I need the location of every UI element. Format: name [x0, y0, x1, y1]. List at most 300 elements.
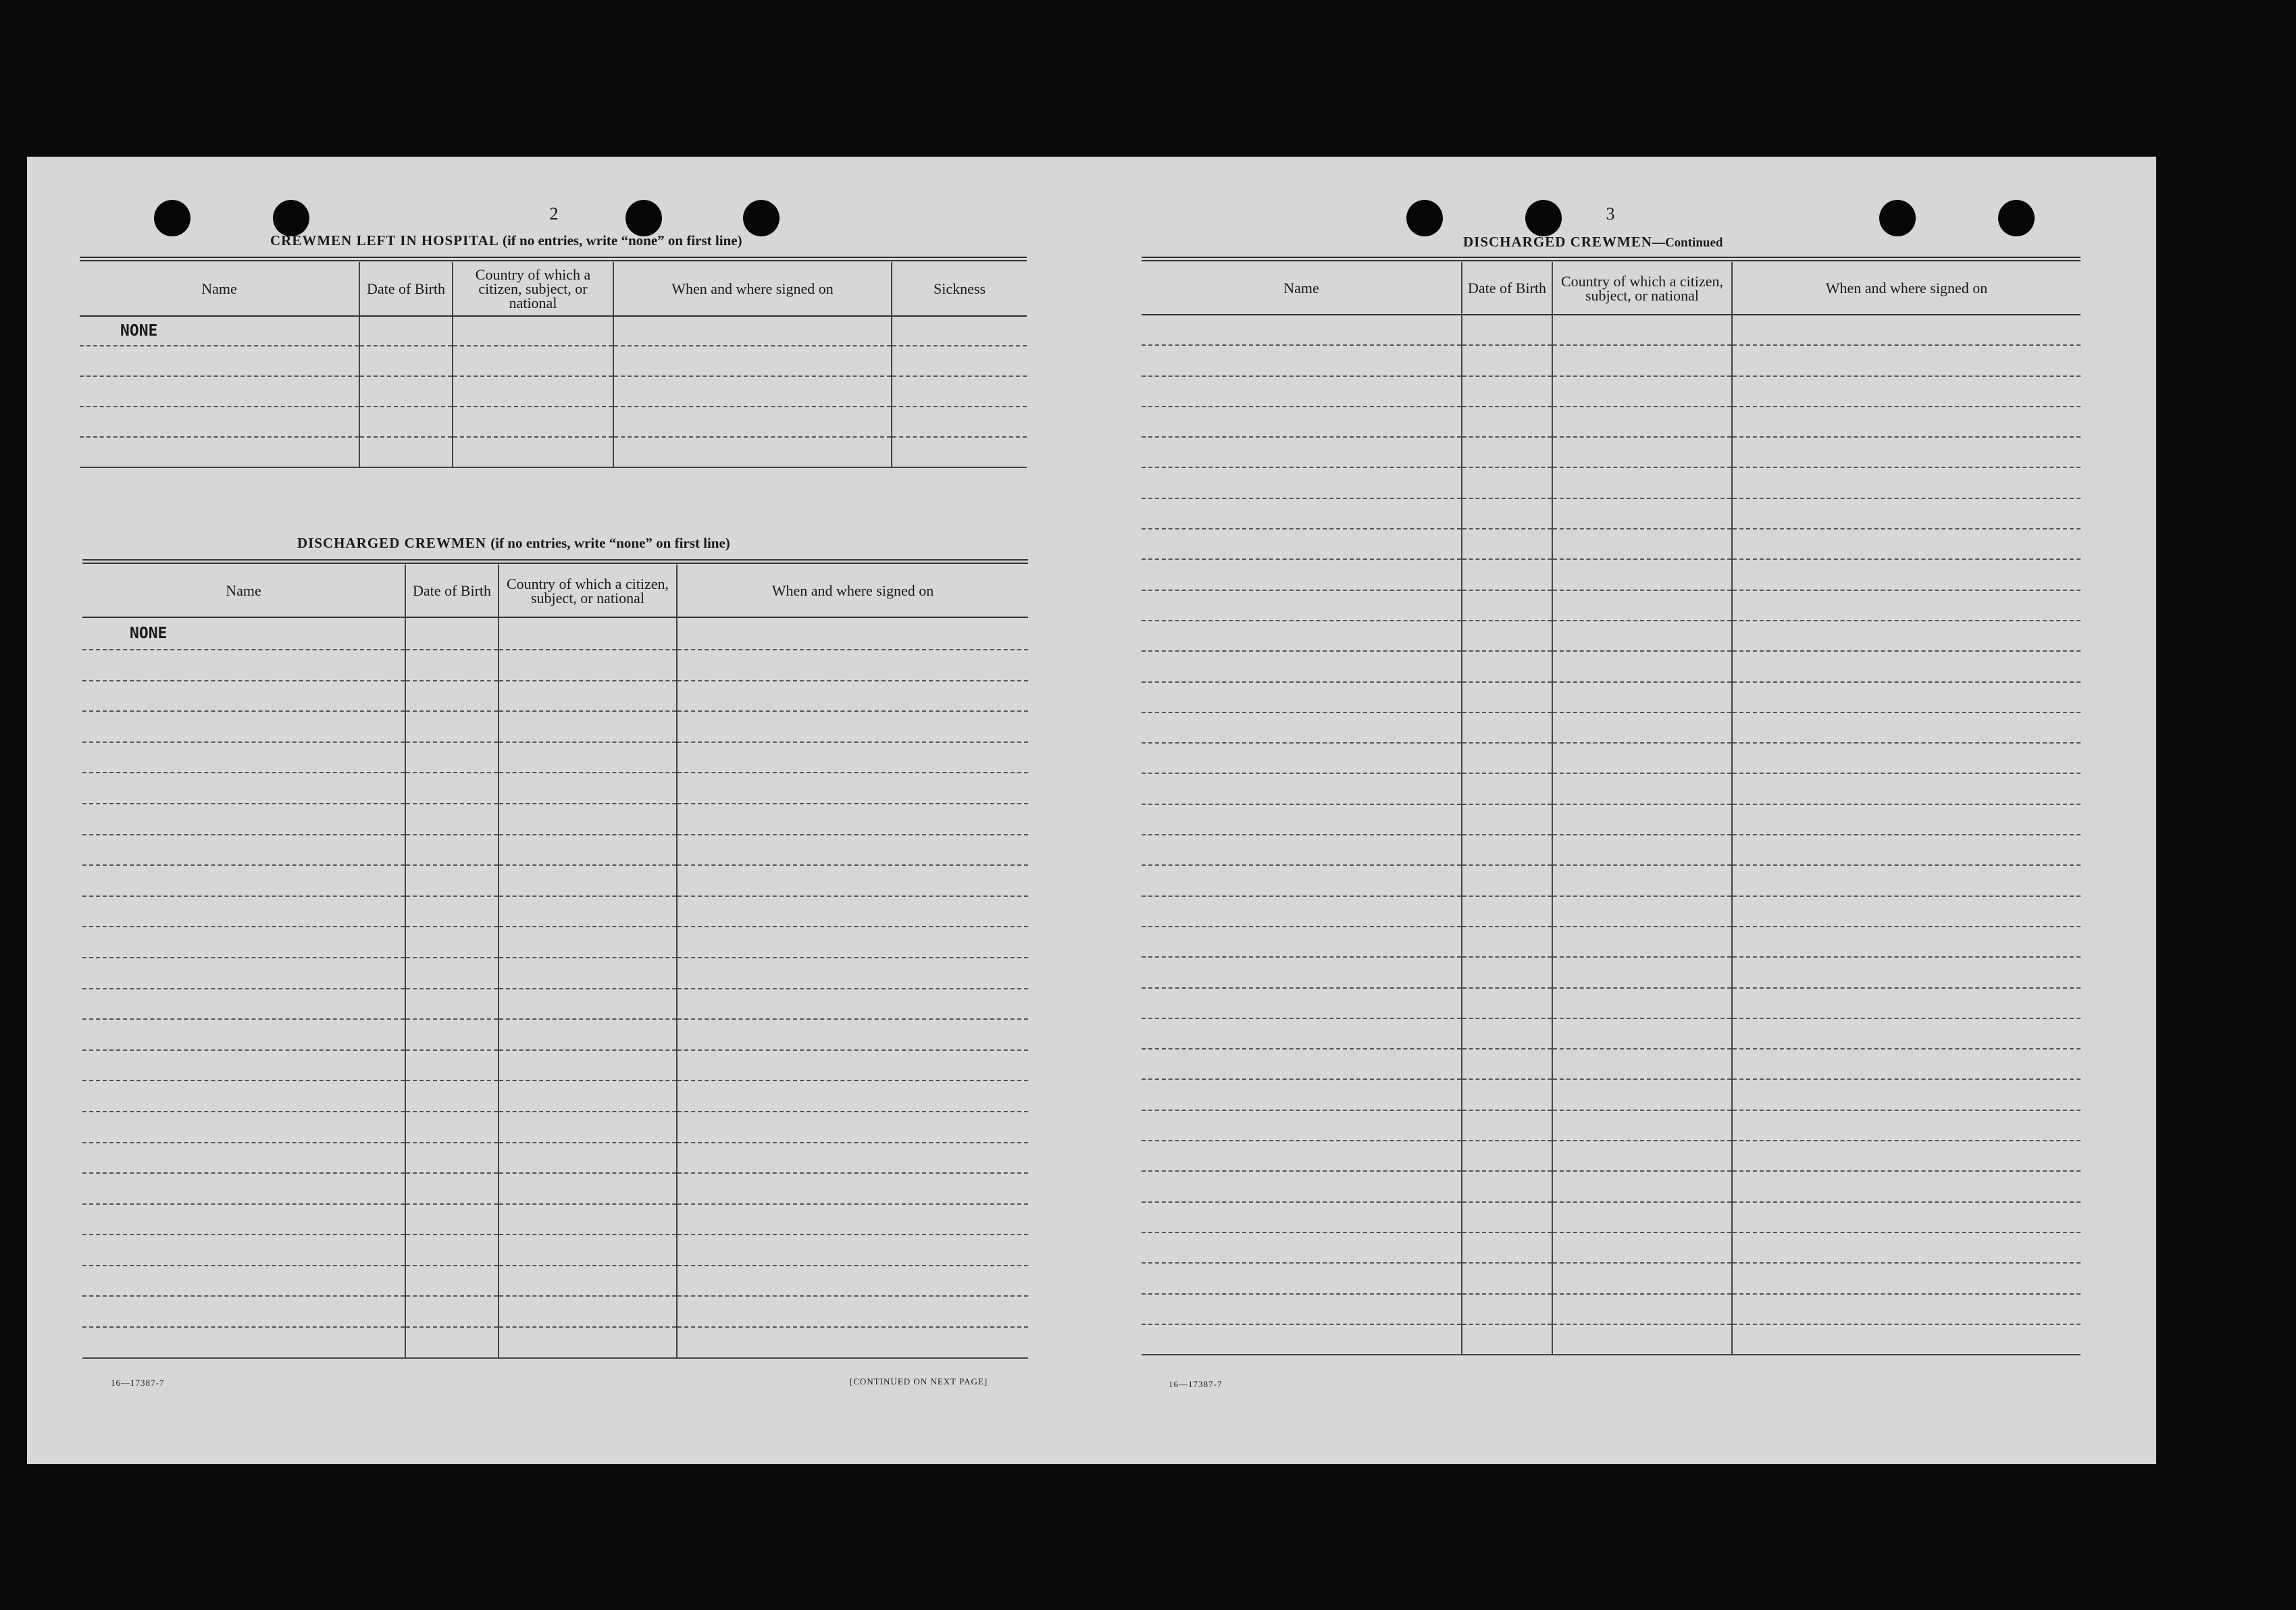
table-row — [82, 1296, 1028, 1327]
table-cell — [1142, 865, 1462, 895]
table-row — [1142, 345, 2081, 375]
continued-note: [CONTINUED ON NEXT PAGE] — [850, 1376, 988, 1386]
discharged-section-title — [297, 535, 730, 552]
table-cell — [1552, 1202, 1732, 1232]
table-cell — [1462, 1110, 1552, 1141]
table-cell — [499, 1173, 677, 1204]
table-cell — [677, 1235, 1028, 1266]
table-cell — [1462, 498, 1552, 529]
table-cell — [499, 711, 677, 742]
form-code-left: 16—17387-7 — [111, 1378, 165, 1388]
table-cell — [1732, 804, 2081, 835]
table-cell — [1552, 315, 1732, 345]
table-cell — [359, 376, 453, 407]
table-cell — [499, 1296, 677, 1327]
table-cell — [1142, 315, 1462, 345]
table-cell — [1552, 1079, 1732, 1110]
table-cell — [613, 437, 892, 467]
table-cell — [405, 1173, 499, 1204]
table-cell — [499, 1112, 677, 1143]
table-row — [1142, 529, 2081, 559]
table-cell — [1462, 865, 1552, 895]
table-cell — [405, 742, 499, 773]
table-cell — [677, 927, 1028, 958]
table-row — [1142, 1110, 2081, 1141]
table-row — [1142, 1018, 2081, 1049]
discharged-continued-title — [1463, 234, 1723, 251]
table-cell — [499, 804, 677, 835]
table-cell — [1142, 1263, 1462, 1293]
table-row — [82, 1112, 1028, 1143]
table-cell — [453, 376, 613, 407]
table-cell — [1142, 376, 1462, 407]
table-row — [1142, 1232, 2081, 1263]
table-row — [1142, 865, 2081, 895]
table-cell — [499, 773, 677, 804]
col-date-of-birth: Date of Birth — [405, 565, 499, 617]
table-cell — [1462, 315, 1552, 345]
table-cell — [1552, 773, 1732, 804]
table-cell — [499, 1204, 677, 1235]
table-cell — [499, 650, 677, 681]
table-row — [82, 1081, 1028, 1112]
table-cell — [453, 437, 613, 467]
table-cell — [1142, 1049, 1462, 1079]
table-cell — [1552, 1324, 1732, 1355]
col-name: Name — [80, 262, 359, 316]
table-cell — [1732, 1294, 2081, 1324]
punch-hole-icon — [1406, 200, 1443, 236]
table-cell — [82, 927, 405, 958]
table-row — [82, 1204, 1028, 1235]
table-cell — [405, 617, 499, 650]
table-cell — [1552, 1110, 1732, 1141]
table-cell — [1552, 804, 1732, 835]
table-cell — [613, 376, 892, 407]
table-cell — [499, 1235, 677, 1266]
table-cell — [1552, 529, 1732, 559]
punch-hole-icon — [1879, 200, 1916, 236]
table-cell — [1462, 467, 1552, 498]
table-row — [1142, 407, 2081, 437]
table-cell — [1142, 1171, 1462, 1201]
col-signed-on: When and where signed on — [1732, 262, 2081, 315]
table-cell — [1552, 1171, 1732, 1201]
col-date-of-birth: Date of Birth — [1462, 262, 1552, 315]
table-cell — [1552, 896, 1732, 927]
table-cell — [892, 316, 1027, 346]
table-cell — [499, 1050, 677, 1081]
table-cell — [405, 1296, 499, 1327]
table-cell — [1732, 957, 2081, 987]
table-cell — [677, 1143, 1028, 1174]
discharged-instruction: (if no entries, write “none” on first line) — [490, 535, 730, 551]
table-row — [82, 804, 1028, 835]
table-cell — [1462, 376, 1552, 407]
table-cell — [453, 316, 613, 346]
table-cell — [80, 346, 359, 376]
table-cell — [359, 346, 453, 376]
table-cell — [405, 958, 499, 989]
table-cell — [359, 316, 453, 346]
table-cell — [1462, 988, 1552, 1018]
table-row — [1142, 773, 2081, 804]
table-cell — [405, 865, 499, 896]
table-cell — [499, 1143, 677, 1174]
table-cell — [1142, 407, 1462, 437]
table-cell — [1142, 1141, 1462, 1171]
table-cell — [1732, 988, 2081, 1018]
table-row — [1142, 1171, 2081, 1201]
table-cell — [1732, 865, 2081, 895]
punch-hole-icon — [154, 200, 190, 236]
discharged-continued-title-text: DISCHARGED CREWMEN — [1463, 234, 1652, 250]
table-row — [1142, 896, 2081, 927]
table-cell — [1462, 804, 1552, 835]
table-row — [82, 927, 1028, 958]
table-cell — [1732, 559, 2081, 590]
table-cell — [1552, 590, 1732, 621]
table-cell — [82, 1081, 405, 1112]
table-cell — [1462, 559, 1552, 590]
table-row — [82, 1050, 1028, 1081]
table-cell — [1732, 651, 2081, 681]
table-cell — [677, 1296, 1028, 1327]
table-cell — [613, 346, 892, 376]
table-row — [82, 989, 1028, 1020]
table-cell — [1732, 896, 2081, 927]
table-cell — [1732, 1263, 2081, 1293]
hospital-top-rule — [80, 257, 1027, 261]
table-cell — [677, 989, 1028, 1020]
table-cell — [1462, 651, 1552, 681]
table-cell — [1732, 1141, 2081, 1171]
table-row — [82, 835, 1028, 866]
hospital-title-text: CREWMEN LEFT IN HOSPITAL — [270, 232, 499, 249]
table-row — [82, 1173, 1028, 1204]
table-cell — [82, 835, 405, 866]
discharged-continued-suffix: —Continued — [1652, 236, 1723, 250]
col-country: Country of which a citizen, subject, or national — [1552, 262, 1732, 315]
hospital-section-title — [270, 232, 742, 249]
table-cell — [1552, 345, 1732, 375]
form-code-right: 16—17387-7 — [1169, 1379, 1223, 1389]
table-cell — [405, 773, 499, 804]
table-cell — [499, 681, 677, 712]
table-cell — [1552, 651, 1732, 681]
table-row — [1142, 1049, 2081, 1079]
table-cell — [499, 835, 677, 866]
table-row — [1142, 927, 2081, 957]
col-country: Country of which a citizen, subject, or national — [499, 565, 677, 617]
table-cell — [1552, 712, 1732, 743]
table-cell — [1552, 1294, 1732, 1324]
table-cell — [892, 376, 1027, 407]
table-cell — [82, 742, 405, 773]
page-number-left: 2 — [549, 204, 559, 224]
table-cell — [405, 1143, 499, 1174]
table-cell — [1462, 1294, 1552, 1324]
table-cell — [1462, 1202, 1552, 1232]
table-cell — [677, 1050, 1028, 1081]
table-cell — [1462, 896, 1552, 927]
table-cell — [499, 1327, 677, 1358]
table-cell — [1732, 1049, 2081, 1079]
table-cell — [677, 896, 1028, 927]
table-cell — [1732, 1079, 2081, 1110]
table-cell — [1552, 988, 1732, 1018]
table-cell — [1462, 1018, 1552, 1049]
table-cell — [405, 711, 499, 742]
table-cell — [677, 1081, 1028, 1112]
table-cell — [1142, 529, 1462, 559]
table-cell — [1142, 835, 1462, 865]
hospital-entry-name: NONE — [80, 316, 359, 346]
table-row — [1142, 467, 2081, 498]
table-row — [82, 711, 1028, 742]
col-sickness: Sickness — [892, 262, 1027, 316]
table-cell — [1462, 682, 1552, 712]
table-cell — [1142, 712, 1462, 743]
table-cell — [1732, 590, 2081, 621]
table-cell — [1462, 529, 1552, 559]
table-cell — [1142, 957, 1462, 987]
continued-top-rule — [1142, 257, 2081, 261]
table-cell — [82, 1327, 405, 1358]
table-cell — [1142, 1294, 1462, 1324]
hospital-instruction: (if no entries, write “none” on first line) — [502, 232, 742, 249]
table-cell — [1142, 621, 1462, 651]
table-row — [1142, 1141, 2081, 1171]
table-row — [1142, 1079, 2081, 1110]
table-cell — [1142, 1018, 1462, 1049]
table-cell — [1732, 682, 2081, 712]
page-number-right: 3 — [1606, 204, 1615, 224]
table-cell — [677, 958, 1028, 989]
table-cell — [1142, 743, 1462, 773]
col-country: Country of which a citizen, subject, or national — [453, 262, 613, 316]
table-cell — [82, 865, 405, 896]
table-cell — [359, 407, 453, 437]
table-cell — [1552, 498, 1732, 529]
table-cell — [677, 1204, 1028, 1235]
table-cell — [1462, 407, 1552, 437]
table-row — [1142, 621, 2081, 651]
table-cell — [677, 1173, 1028, 1204]
table-row — [1142, 957, 2081, 987]
table-cell — [1552, 1141, 1732, 1171]
table-cell — [1142, 682, 1462, 712]
table-cell — [80, 376, 359, 407]
table-cell — [892, 437, 1027, 467]
table-cell — [1462, 1171, 1552, 1201]
discharged-continued-table — [1142, 262, 2081, 1355]
table-row — [1142, 498, 2081, 529]
table-cell — [1462, 1263, 1552, 1293]
table-cell — [1142, 1324, 1462, 1355]
table-cell — [1462, 621, 1552, 651]
table-cell — [1732, 621, 2081, 651]
table-cell — [1732, 529, 2081, 559]
table-cell — [1462, 927, 1552, 957]
table-cell — [1732, 1232, 2081, 1263]
table-cell — [82, 681, 405, 712]
table-row — [82, 958, 1028, 989]
col-name: Name — [1142, 262, 1462, 315]
table-row — [1142, 437, 2081, 467]
table-cell — [1462, 773, 1552, 804]
table-cell — [1142, 590, 1462, 621]
table-cell — [677, 865, 1028, 896]
table-cell — [892, 407, 1027, 437]
table-cell — [82, 1143, 405, 1174]
table-row — [1142, 1263, 2081, 1293]
table-cell — [499, 927, 677, 958]
table-cell — [499, 1266, 677, 1297]
table-cell — [677, 711, 1028, 742]
table-cell — [1552, 437, 1732, 467]
table-cell — [1552, 957, 1732, 987]
table-cell — [677, 1019, 1028, 1050]
table-cell — [1462, 1232, 1552, 1263]
table-cell — [405, 1019, 499, 1050]
table-cell — [1462, 1324, 1552, 1355]
table-cell — [405, 1204, 499, 1235]
table-row — [82, 742, 1028, 773]
table-row — [1142, 376, 2081, 407]
table-row — [1142, 1294, 2081, 1324]
table-cell — [677, 742, 1028, 773]
table-cell — [1142, 467, 1462, 498]
table-cell — [1462, 345, 1552, 375]
table-cell — [359, 437, 453, 467]
table-cell — [1142, 345, 1462, 375]
table-cell — [82, 1050, 405, 1081]
table-cell — [1462, 957, 1552, 987]
table-cell — [1142, 437, 1462, 467]
table-cell — [1142, 498, 1462, 529]
table-cell — [82, 989, 405, 1020]
table-cell — [1732, 1324, 2081, 1355]
table-cell — [613, 407, 892, 437]
table-row — [82, 1266, 1028, 1297]
table-cell — [405, 1235, 499, 1266]
table-row — [82, 773, 1028, 804]
table-cell — [82, 650, 405, 681]
table-cell — [82, 711, 405, 742]
table-cell — [1552, 1018, 1732, 1049]
table-cell — [453, 346, 613, 376]
table-cell — [1732, 927, 2081, 957]
table-cell — [1462, 1141, 1552, 1171]
table-cell — [1142, 1202, 1462, 1232]
table-cell — [892, 346, 1027, 376]
table-row — [82, 650, 1028, 681]
table-cell — [405, 835, 499, 866]
table-cell — [499, 617, 677, 650]
col-signed-on: When and where signed on — [677, 565, 1028, 617]
table-cell — [1462, 590, 1552, 621]
table-cell — [405, 1050, 499, 1081]
table-cell — [1462, 437, 1552, 467]
table-cell — [82, 1296, 405, 1327]
table-cell — [82, 958, 405, 989]
table-cell — [1732, 467, 2081, 498]
table-cell — [677, 1266, 1028, 1297]
table-row — [1142, 559, 2081, 590]
table-cell — [82, 896, 405, 927]
table-cell — [499, 896, 677, 927]
table-row — [1142, 835, 2081, 865]
table-cell — [1462, 1049, 1552, 1079]
table-cell — [1552, 1232, 1732, 1263]
table-cell — [1462, 835, 1552, 865]
table-row — [82, 1143, 1028, 1174]
table-cell — [1732, 376, 2081, 407]
table-cell — [453, 407, 613, 437]
table-cell — [1552, 559, 1732, 590]
table-cell — [1552, 1049, 1732, 1079]
punch-hole-icon — [626, 200, 662, 236]
table-cell — [499, 1081, 677, 1112]
punch-hole-icon — [1998, 200, 2035, 236]
table-cell — [405, 1112, 499, 1143]
table-row — [82, 896, 1028, 927]
discharged-title-text: DISCHARGED CREWMEN — [297, 535, 486, 551]
table-row — [82, 1235, 1028, 1266]
table-cell — [82, 1112, 405, 1143]
table-cell — [1732, 498, 2081, 529]
table-cell — [80, 437, 359, 467]
table-cell — [677, 681, 1028, 712]
table-cell — [82, 1235, 405, 1266]
table-cell — [405, 1327, 499, 1358]
table-cell — [82, 1173, 405, 1204]
table-cell — [1732, 315, 2081, 345]
table-cell — [1462, 743, 1552, 773]
col-date-of-birth: Date of Birth — [359, 262, 453, 316]
table-cell — [677, 773, 1028, 804]
table-cell — [1462, 712, 1552, 743]
table-row — [1142, 988, 2081, 1018]
table-row — [1142, 590, 2081, 621]
table-cell — [677, 1112, 1028, 1143]
table-cell — [1732, 1018, 2081, 1049]
table-cell — [1142, 804, 1462, 835]
table-cell — [499, 1019, 677, 1050]
table-cell — [499, 865, 677, 896]
table-cell — [1732, 437, 2081, 467]
table-cell — [1142, 559, 1462, 590]
table-cell — [405, 681, 499, 712]
table-cell — [1732, 743, 2081, 773]
table-cell — [82, 1204, 405, 1235]
discharged-top-rule — [82, 559, 1028, 564]
table-row — [1142, 682, 2081, 712]
table-cell — [82, 1266, 405, 1297]
col-name: Name — [82, 565, 405, 617]
table-cell — [405, 1266, 499, 1297]
table-cell — [82, 1019, 405, 1050]
table-cell — [499, 989, 677, 1020]
table-cell — [1552, 743, 1732, 773]
table-cell — [677, 1327, 1028, 1358]
table-cell — [1142, 988, 1462, 1018]
table-row — [1142, 1202, 2081, 1232]
table-row — [1142, 743, 2081, 773]
table-cell — [1732, 1202, 2081, 1232]
table-row — [82, 1019, 1028, 1050]
